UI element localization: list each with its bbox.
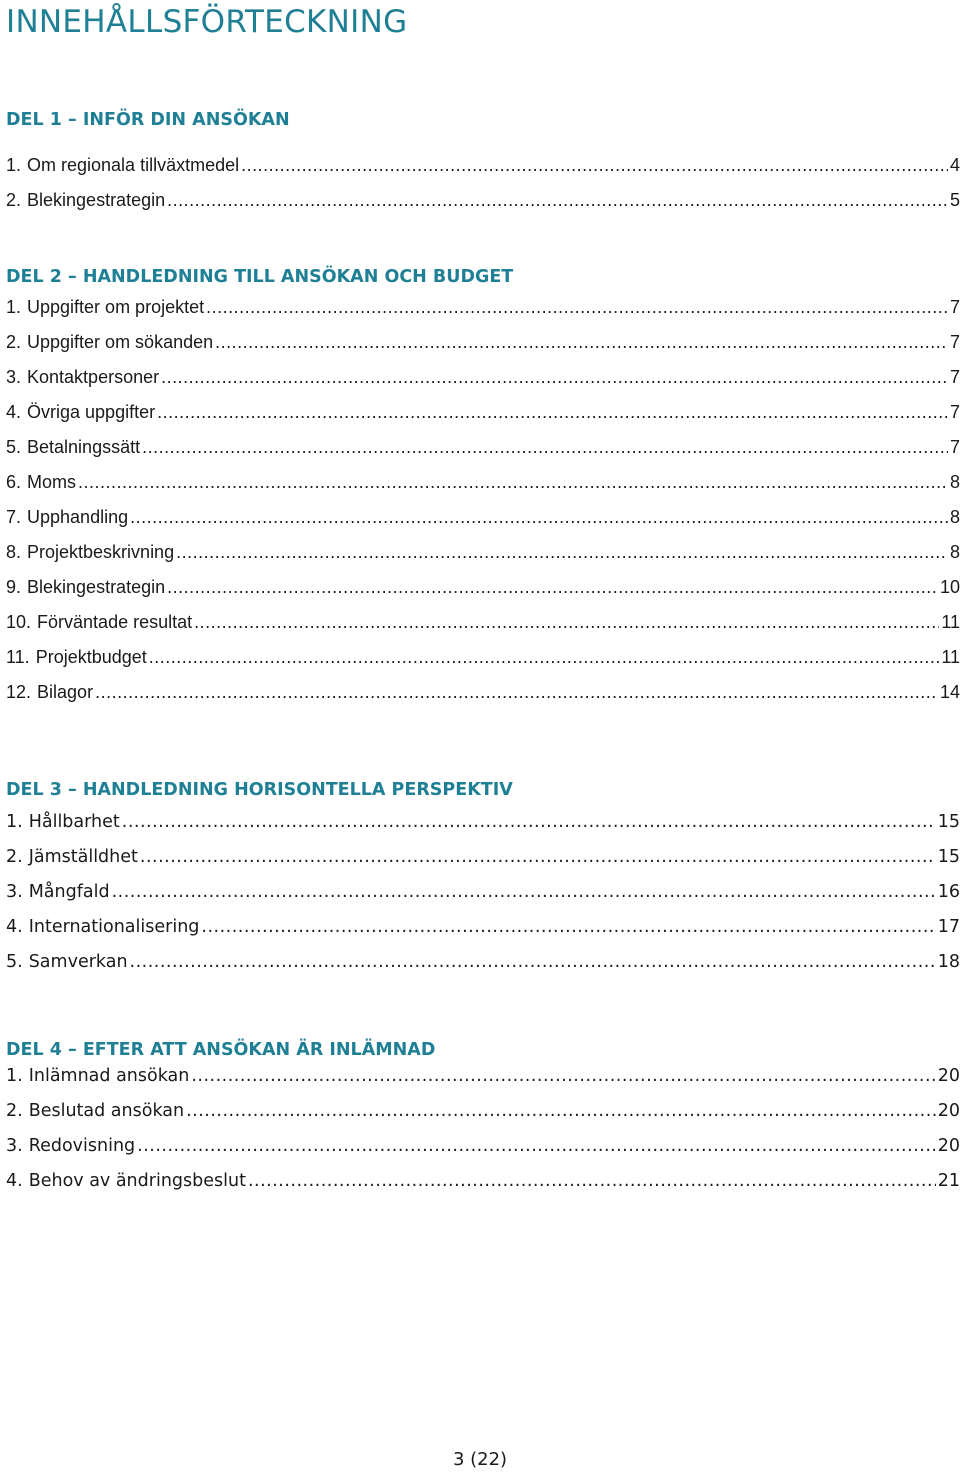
toc-entry[interactable]: [6, 605, 960, 640]
page-number: 3 (22): [452, 1449, 508, 1470]
entry-page: 15: [937, 812, 960, 832]
entry-label: Behov av ändringsbeslut: [28, 1171, 246, 1191]
toc-section-del-4: [6, 1038, 960, 1199]
dot-leader: [194, 605, 939, 640]
dot-leader: [167, 183, 948, 218]
entry-page: 8: [949, 472, 960, 492]
entry-label: Redovisning: [28, 1136, 136, 1156]
entry-label: Blekingestrategin: [27, 190, 166, 210]
entry-label: Betalningssätt: [27, 437, 141, 457]
entry-page: 8: [949, 507, 960, 527]
dot-leader: [167, 570, 938, 605]
entry-page: 18: [937, 952, 960, 972]
dot-leader: [157, 395, 948, 430]
entry-number: 2.: [6, 190, 22, 210]
toc-entry[interactable]: [6, 840, 960, 875]
entry-number: 5.: [6, 952, 23, 972]
entry-number: 4.: [6, 402, 22, 422]
toc-entry[interactable]: [6, 570, 960, 605]
dot-leader: [149, 640, 940, 675]
entry-page: 7: [949, 297, 960, 317]
entry-number: 4.: [6, 1171, 23, 1191]
toc-entry[interactable]: [6, 640, 960, 675]
entry-label: Moms: [27, 472, 77, 492]
dot-leader: [137, 1129, 936, 1164]
entry-number: 1.: [6, 812, 23, 832]
entry-number: 2.: [6, 1101, 23, 1121]
toc-entry[interactable]: [6, 675, 960, 710]
entry-page: 7: [949, 402, 960, 422]
toc-entry[interactable]: [6, 805, 960, 840]
entry-label: Internationalisering: [28, 917, 200, 937]
entry-page: 21: [937, 1171, 960, 1191]
entry-label: Upphandling: [27, 507, 129, 527]
toc-entry[interactable]: [6, 500, 960, 535]
entry-label: Blekingestrategin: [27, 577, 166, 597]
entry-label: Uppgifter om projektet: [27, 297, 205, 317]
dot-leader: [112, 875, 936, 910]
entry-label: Projektbeskrivning: [27, 542, 175, 562]
entry-page: 15: [937, 847, 960, 867]
toc-entry[interactable]: [6, 1164, 960, 1199]
entry-number: 5.: [6, 437, 22, 457]
entry-label: Inlämnad ansökan: [28, 1066, 190, 1086]
toc-entry[interactable]: [6, 945, 960, 980]
entry-number: 8.: [6, 542, 22, 562]
dot-leader: [191, 1059, 935, 1094]
entry-number: 3.: [6, 367, 22, 387]
entry-page: 4: [949, 155, 960, 175]
dot-leader: [161, 360, 948, 395]
entry-number: 3.: [6, 1136, 23, 1156]
section-heading: DEL 2 – HANDLEDNING TILL ANSÖKAN OCH BUDGET: [6, 267, 514, 287]
toc-entry[interactable]: [6, 360, 960, 395]
toc-entry[interactable]: [6, 395, 960, 430]
toc-entry[interactable]: [6, 1129, 960, 1164]
entry-label: Om regionala tillväxtmedel: [27, 155, 240, 175]
entry-label: Beslutad ansökan: [28, 1101, 185, 1121]
toc-entry[interactable]: [6, 465, 960, 500]
dot-leader: [95, 675, 938, 710]
dot-leader: [142, 430, 948, 465]
entry-page: 11: [941, 647, 960, 667]
entry-page: 7: [949, 437, 960, 457]
entry-label: Projektbudget: [35, 647, 147, 667]
entry-number: 1.: [6, 155, 22, 175]
toc-entry[interactable]: [6, 148, 960, 183]
toc-entry[interactable]: [6, 1094, 960, 1129]
entry-page: 11: [941, 612, 960, 632]
toc-entry[interactable]: [6, 875, 960, 910]
dot-leader: [140, 840, 936, 875]
dot-leader: [186, 1094, 936, 1129]
toc-section-del-3: [6, 778, 960, 980]
dot-leader: [130, 945, 936, 980]
entry-label: Uppgifter om sökanden: [27, 332, 214, 352]
entry-page: 16: [937, 882, 960, 902]
dot-leader: [201, 910, 935, 945]
dot-leader: [241, 148, 948, 183]
toc-entry[interactable]: [6, 183, 960, 218]
toc-entry[interactable]: [6, 1059, 960, 1094]
entry-number: 4.: [6, 917, 23, 937]
entry-page: 14: [939, 682, 960, 702]
entry-label: Kontaktpersoner: [27, 367, 160, 387]
entry-label: Förväntade resultat: [37, 612, 193, 632]
toc-entry[interactable]: [6, 910, 960, 945]
entry-page: 17: [937, 917, 960, 937]
entry-number: 9.: [6, 577, 22, 597]
toc-entry[interactable]: [6, 290, 960, 325]
dot-leader: [122, 805, 936, 840]
entry-number: 12.: [6, 682, 32, 702]
entry-page: 7: [949, 332, 960, 352]
dot-leader: [215, 325, 948, 360]
entry-number: 1.: [6, 297, 22, 317]
entry-number: 10.: [6, 612, 32, 632]
entry-page: 5: [949, 190, 960, 210]
entry-label: Samverkan: [28, 952, 128, 972]
dot-leader: [248, 1164, 936, 1199]
entry-number: 1.: [6, 1066, 23, 1086]
toc-section-del-2: [6, 265, 960, 710]
toc-section-del-1: [6, 108, 960, 218]
entry-number: 7.: [6, 507, 22, 527]
entry-number: 2.: [6, 847, 23, 867]
entry-page: 8: [949, 542, 960, 562]
entry-label: Mångfald: [28, 882, 110, 902]
entry-number: 2.: [6, 332, 22, 352]
dot-leader: [206, 290, 948, 325]
entry-page: 10: [939, 577, 960, 597]
entry-label: Hållbarhet: [28, 812, 120, 832]
toc-entry[interactable]: [6, 430, 960, 465]
entry-number: 6.: [6, 472, 22, 492]
entry-page: 20: [937, 1066, 960, 1086]
toc-entry[interactable]: [6, 535, 960, 570]
entry-page: 20: [937, 1101, 960, 1121]
section-heading: DEL 1 – INFÖR DIN ANSÖKAN: [6, 110, 290, 130]
dot-leader: [176, 535, 948, 570]
section-heading: DEL 4 – EFTER ATT ANSÖKAN ÄR INLÄMNAD: [6, 1040, 436, 1060]
entry-page: 7: [949, 367, 960, 387]
dot-leader: [78, 465, 948, 500]
entry-number: 11.: [6, 647, 30, 667]
page-title: INNEHÅLLSFÖRTECKNING: [6, 4, 408, 40]
section-heading: DEL 3 – HANDLEDNING HORISONTELLA PERSPEKTIV: [6, 780, 513, 800]
dot-leader: [130, 500, 948, 535]
entry-label: Jämställdhet: [28, 847, 138, 867]
entry-label: Övriga uppgifter: [27, 402, 156, 422]
entry-page: 20: [937, 1136, 960, 1156]
entry-label: Bilagor: [37, 682, 94, 702]
toc-entry[interactable]: [6, 325, 960, 360]
entry-number: 3.: [6, 882, 23, 902]
